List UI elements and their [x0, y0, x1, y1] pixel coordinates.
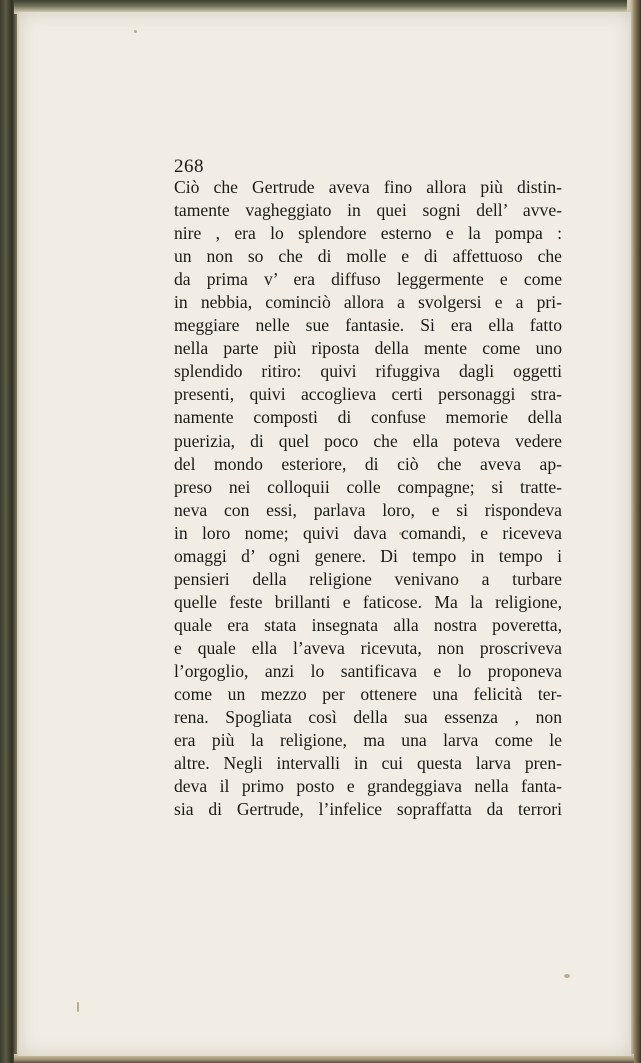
- text-line: neva con essi, parlava loro, e si rispondeva: [174, 499, 562, 520]
- text-line: splendido ritiro: quivi rifuggiva dagli oggetti: [174, 361, 562, 382]
- text-line: nella parte più riposta della mente come uno: [174, 338, 562, 359]
- paper-speck: [134, 30, 137, 33]
- text-line: un non so che di molle e di affettuoso che: [174, 246, 562, 267]
- text-line: come un mezzo per ottenere una felicità ter-: [174, 684, 562, 705]
- text-line: in loro nome; quivi dava comandi, e riceveva: [174, 522, 562, 543]
- text-line: puerizia, di quel poco che ella poteva vedere: [174, 430, 562, 451]
- text-line: da prima v’ era diffuso leggermente e come: [174, 269, 562, 290]
- text-line: quelle feste brillanti e faticose. Ma la religione,: [174, 591, 562, 612]
- text-line: del mondo esteriore, di ciò che aveva ap-: [174, 453, 562, 474]
- text-line: preso nei colloquii colle compagne; si tratte-: [174, 476, 562, 497]
- page-number: 268: [174, 156, 204, 177]
- body-text: [174, 176, 562, 821]
- text-line: rena. Spogliata così della sua essenza , non: [174, 707, 562, 728]
- text-line: l’orgoglio, anzi lo santificava e lo proponeva: [174, 660, 562, 681]
- text-line: sia di Gertrude, l’infelice sopraffatta da terrori: [174, 799, 562, 820]
- text-line: deva il primo posto e grandeggiava nella fanta-: [174, 776, 562, 797]
- text-line: presenti, quivi accoglieva certi personaggi stra-: [174, 384, 562, 405]
- text-line: omaggi d’ ogni genere. Di tempo in tempo i: [174, 545, 562, 566]
- text-line: tamente vagheggiato in quei sogni dell’ avve-: [174, 200, 562, 221]
- text-line: nire , era lo splendore esterno e la pompa :: [174, 223, 562, 244]
- paper-speck: [77, 1002, 79, 1012]
- text-line: meggiare nelle sue fantasie. Si era ella fatto: [174, 315, 562, 336]
- text-line: pensieri della religione venivano a turbare: [174, 568, 562, 589]
- text-line: in nebbia, cominciò allora a svolgersi e a pri-: [174, 292, 562, 313]
- text-line: e quale ella l’aveva ricevuta, non proscriveva: [174, 637, 562, 658]
- paper-speck: [564, 974, 570, 978]
- text-line: quale era stata insegnata alla nostra poveretta,: [174, 614, 562, 635]
- text-line: namente composti di confuse memorie della: [174, 407, 562, 428]
- text-line: Ciò che Gertrude aveva fino allora più distin-: [174, 177, 562, 197]
- text-line: era più la religione, ma una larva come le: [174, 730, 562, 751]
- text-line: altre. Negli intervalli in cui questa larva pren-: [174, 753, 562, 774]
